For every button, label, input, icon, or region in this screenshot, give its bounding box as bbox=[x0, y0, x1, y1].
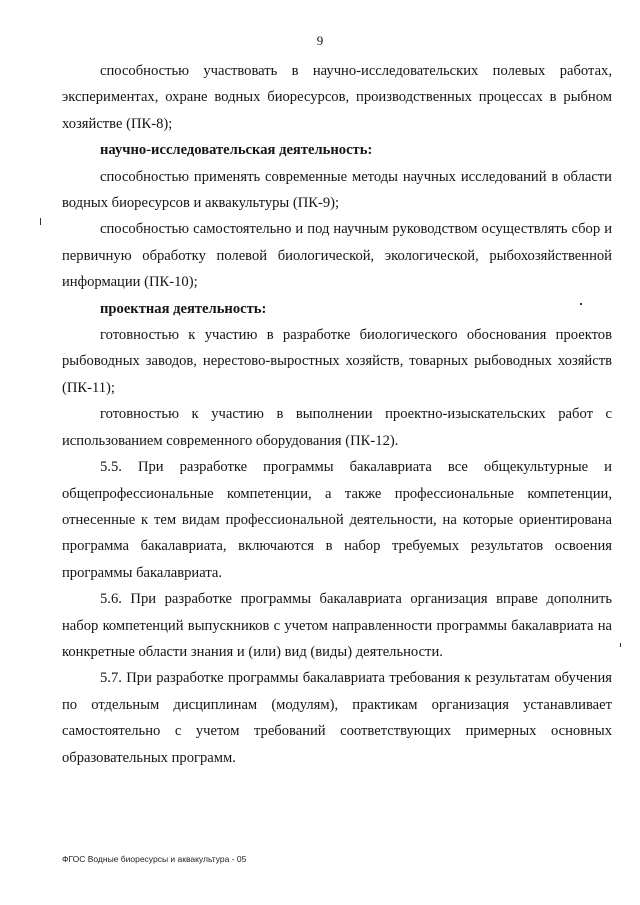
section-heading-project: проектная деятельность: bbox=[100, 300, 267, 317]
document-body bbox=[62, 58, 612, 771]
scan-speck bbox=[620, 643, 621, 647]
page-number: 9 bbox=[316, 33, 324, 48]
paragraph-pk10: способностью самостоятельно и под научным руководством осуществлять сбор и первичную обработку полевой биологической, экологической, рыбохозяйственной информации (ПК-10); bbox=[62, 221, 612, 291]
paragraph-5-6: 5.6. При разработке программы бакалавриата организация вправе дополнить набор компетенций выпускников с учетом направленности программы бакалавриата на конкретные области знания и (или) вид (виды) деятельности. bbox=[62, 591, 612, 660]
paragraph-pk12: готовностью к участию в выполнении проектно-изыскательских работ с использованием современного оборудования (ПК-12). bbox=[62, 406, 612, 449]
scan-speck bbox=[40, 218, 41, 225]
document-footer: ФГОС Водные биоресурсы и аквакультура - 05 bbox=[62, 854, 247, 864]
paragraph-pk11: готовностью к участию в разработке биологического обоснования проектов рыбоводных заводов, нерестово-выростных хозяйств, товарных рыбоводных хозяйств (ПК-11); bbox=[62, 327, 612, 396]
paragraph-pk8: способностью участвовать в научно-исследовательских полевых работах, экспериментах, охране водных биоресурсов, производственных процессах в рыбном хозяйстве (ПК-8); bbox=[62, 63, 612, 132]
scan-speck bbox=[580, 303, 582, 305]
paragraph-5-5: 5.5. При разработке программы бакалавриата все общекультурные и общепрофессиональные компетенции, а также профессиональные компетенции, отнесенные к тем видам профессиональной деятельности, на которые ориентирована программа бакалавриата, включаются в набор требуемых результатов освоения программы бакалавриата. bbox=[62, 459, 612, 581]
paragraph-5-7: 5.7. При разработке программы бакалавриата требования к результатам обучения по отдельным дисциплинам (модулям), практикам организация устанавливает самостоятельно с учетом требований соответствующих примерных основных образовательных программ. bbox=[62, 670, 612, 766]
section-heading-research: научно-исследовательская деятельность: bbox=[100, 142, 373, 159]
paragraph-pk9: способностью применять современные методы научных исследований в области водных биоресурсов и аквакультуры (ПК-9); bbox=[62, 168, 612, 212]
